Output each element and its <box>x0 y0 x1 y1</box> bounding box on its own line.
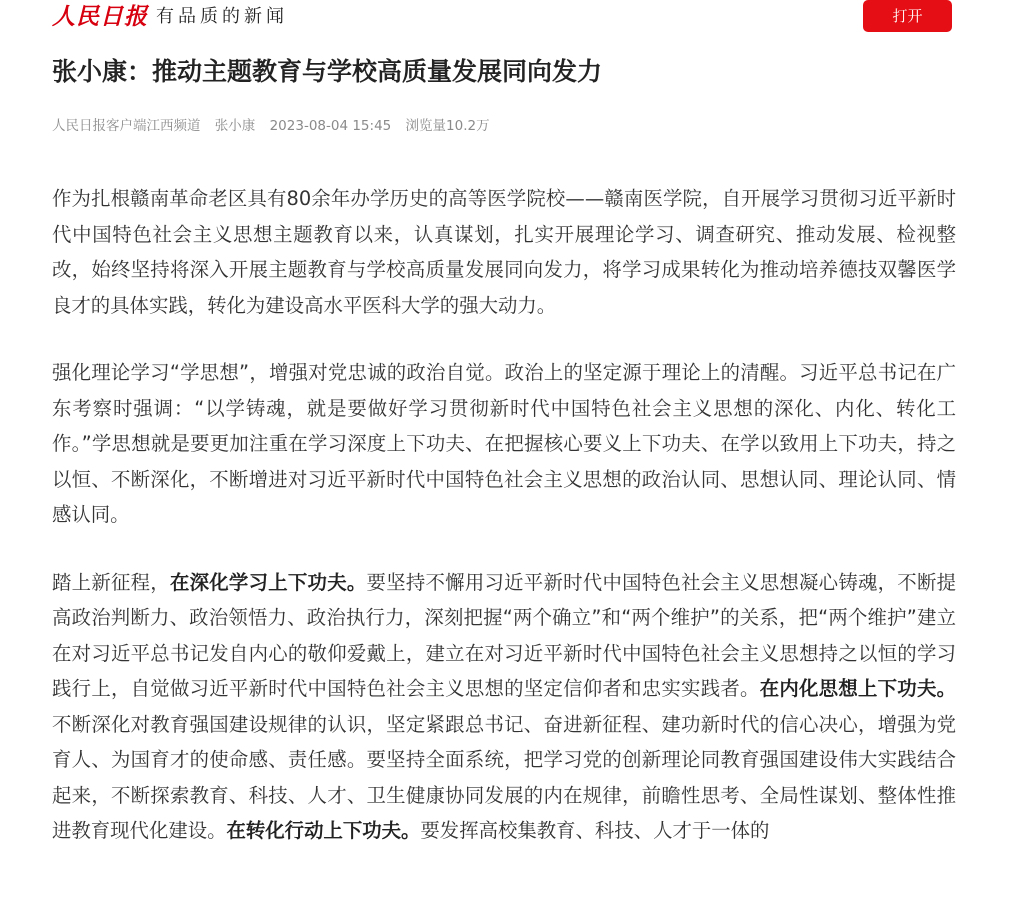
paragraph-text: 踏上新征程， <box>52 570 170 594</box>
paragraph-text: 要发挥高校集教育、科技、人才于一体的 <box>420 819 770 842</box>
paragraph-emphasis: 在内化思想上下功夫。 <box>759 677 956 700</box>
paragraph-emphasis: 在转化行动上下功夫。 <box>226 819 421 842</box>
article-source: 人民日报客户端江西频道 <box>52 118 201 134</box>
article-body <box>52 181 956 881</box>
article-paragraph: 强化理论学习“学思想”，增强对党忠诚的政治自觉。政治上的坚定源于理论上的清醒。习近平总书记在广东考察时强调：“以学铸魂，就是要做好学习贯彻新时代中国特色社会主义思想的深化、内化、转化工作。”学思想就是要更加注重在学习深度上下功夫、在把握核心要义上下功夫、在学以致用上下功夫，持之以恒、不断深化，不断增进对习近平新时代中国特色社会主义思想的政治认同、思想认同、理论认同、情感认同。 <box>52 361 956 526</box>
article-author: 张小康 <box>214 118 256 134</box>
paragraph-text: 要坚持不懈用习近平新时代中国特色社会主义思想凝心铸魂，不断提高政治判断力、政治领悟力、政治执行力，深刻把握“两个确立”和“两个维护”的关系，把“两个维护”建立在对习近平总书记发自内心的敬仰爱戴上，建立在对习近平新时代中国特色社会主义思想持之以恒的学习践行上，自觉做习近平新时代中国特色社会主义思想的坚定信仰者和忠实实践者。 <box>52 570 957 700</box>
article-paragraph: 作为扎根赣南革命老区具有80余年办学历史的高等医学院校——赣南医学院，自开展学习贯彻习近平新时代中国特色社会主义思想主题教育以来，认真谋划，扎实开展理论学习、调查研究、推动发展、检视整改，始终坚持将深入开展主题教育与学校高质量发展同向发力，将学习成果转化为推动培养德技双馨医学良才的具体实践，转化为建设高水平医科大学的强大动力。 <box>52 187 956 317</box>
article-views: 浏览量10.2万 <box>405 118 490 134</box>
people-daily-logo[interactable]: 人民日报 <box>52 3 148 30</box>
paragraph-text: 不断深化对教育强国建设规律的认识，坚定紧跟总书记、奋进新征程、建功新时代的信心决心，增强为党育人、为国育才的使命感、责任感。要坚持全面系统，把学习党的创新理论同教育强国建设伟大实践结合起来，不断探索教育、科技、人才、卫生健康协同发展的内在规律，前瞻性思考、全局性谋划、整体性推进教育现代化建设。 <box>52 712 956 842</box>
article-meta <box>52 116 500 136</box>
app-header <box>52 0 952 36</box>
article-datetime: 2023-08-04 15:45 <box>269 118 392 134</box>
header-slogan: 有品质的新闻 <box>156 6 288 27</box>
open-app-button[interactable]: 打开 <box>863 0 952 32</box>
paragraph-emphasis: 在深化学习上下功夫。 <box>169 570 367 594</box>
article-paragraph <box>52 565 956 849</box>
article-title: 张小康：推动主题教育与学校高质量发展同向发力 <box>52 57 603 86</box>
